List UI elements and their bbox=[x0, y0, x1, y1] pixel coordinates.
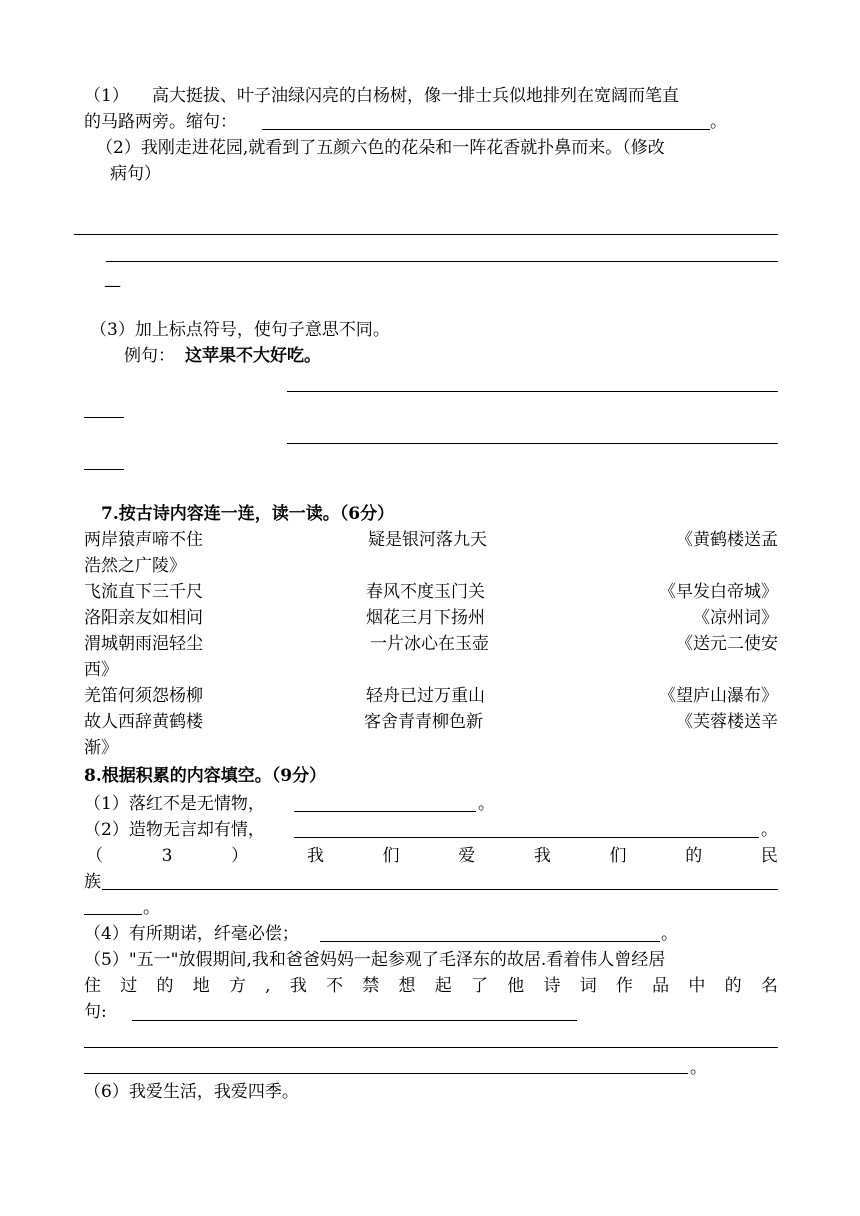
q8-p5-char: 方 bbox=[228, 976, 246, 996]
q7-heading: 7.按古诗内容连一连，读一读。（6分） bbox=[101, 504, 395, 524]
q8-p1-answer-line[interactable] bbox=[294, 811, 476, 812]
q7-right-6-wrap: 渐》 bbox=[84, 738, 118, 758]
q8-p5-char: 过 bbox=[120, 976, 138, 996]
q8-p5-line1: （5）"五一"放假期间,我和爸爸妈妈一起参观了毛泽东的故居.看着伟人曾经居 bbox=[84, 950, 666, 970]
q6-s2-line1: （2）我刚走进花园,就看到了五颜六色的花朵和一阵花香就扑鼻而来。（修改 bbox=[96, 138, 665, 158]
q8-p5-answer-line-1[interactable] bbox=[132, 1020, 577, 1021]
q8-p3-char: 们 bbox=[382, 846, 400, 866]
q6-s1-line2: 的马路两旁。缩句： bbox=[84, 112, 237, 132]
q8-p5-char: 的 bbox=[156, 976, 174, 996]
q8-p5-char: 住 bbox=[84, 976, 101, 996]
q7-right-4-wrap: 西》 bbox=[84, 660, 118, 680]
q6-s3-answer-tail-2[interactable] bbox=[84, 469, 124, 470]
q6-s3-line1: （3）加上标点符号，使句子意思不同。 bbox=[90, 320, 390, 340]
q6-s2-answer-line-2[interactable] bbox=[106, 261, 778, 262]
q8-p3-char: 3 bbox=[161, 846, 173, 866]
q8-p4-answer-line[interactable] bbox=[320, 941, 660, 942]
q8-p4-end: 。 bbox=[661, 924, 678, 944]
q8-p3-char: 我 bbox=[533, 846, 551, 866]
q7-right-6[interactable]: 《芙蓉楼送辛 bbox=[676, 712, 778, 732]
q8-p2-answer-line[interactable] bbox=[294, 837, 759, 838]
q8-p5-char: 中 bbox=[688, 976, 706, 996]
q7-right-5[interactable]: 《望庐山瀑布》 bbox=[659, 686, 778, 706]
q8-heading: 8.根据积累的内容填空。（9分） bbox=[84, 766, 327, 786]
q8-p3-line1 bbox=[86, 846, 778, 866]
q6-s1-answer-line[interactable] bbox=[262, 129, 710, 130]
q6-s1-end: 。 bbox=[710, 112, 727, 132]
q8-p3-char: 们 bbox=[609, 846, 627, 866]
q7-middle-2[interactable]: 春风不度玉门关 bbox=[366, 582, 485, 602]
q8-p5-answer-line-3[interactable] bbox=[84, 1073, 688, 1074]
q7-middle-3[interactable]: 烟花三月下扬州 bbox=[366, 608, 485, 628]
q7-left-6[interactable]: 故人西辞黄鹤楼 bbox=[84, 712, 203, 732]
q8-p5-line3: 句: bbox=[84, 1002, 107, 1022]
q8-p3-char: ） bbox=[231, 846, 249, 866]
q6-s3-answer-tail-1[interactable] bbox=[84, 417, 124, 418]
q8-p3-answer-line-2[interactable] bbox=[84, 914, 142, 915]
q7-right-3[interactable]: 《凉州词》 bbox=[693, 608, 778, 628]
q6-s2-line2: 病句） bbox=[110, 164, 161, 184]
q7-middle-1[interactable]: 疑是银河落九天 bbox=[368, 530, 487, 550]
q7-left-5[interactable]: 羌笛何须怨杨柳 bbox=[84, 686, 203, 706]
q6-s3-answer-line-1[interactable] bbox=[287, 391, 778, 392]
q7-left-1[interactable]: 两岸猿声啼不住 bbox=[84, 530, 203, 550]
q7-left-4[interactable]: 渭城朝雨浥轻尘 bbox=[84, 634, 203, 654]
q7-middle-4[interactable]: 一片冰心在玉壶 bbox=[370, 634, 489, 654]
q7-right-4[interactable]: 《送元二使安 bbox=[676, 634, 778, 654]
q7-right-1-wrap: 浩然之广陵》 bbox=[84, 556, 186, 576]
q8-p5-char: 他 bbox=[507, 976, 525, 996]
q8-p3-char: 民 bbox=[760, 846, 778, 866]
q8-p5-line2 bbox=[84, 976, 778, 996]
q8-p3-answer-line-1[interactable] bbox=[102, 889, 778, 890]
q8-p1: （1）落红不是无情物， bbox=[84, 794, 265, 814]
q6-s3-example-label: 例句： bbox=[124, 346, 175, 366]
q6-s1-number: （1） bbox=[84, 86, 129, 106]
q8-p5-char: 禁 bbox=[362, 976, 380, 996]
q6-s3-example: 这苹果不大好吃。 bbox=[185, 346, 321, 366]
q8-p5-char: 起 bbox=[434, 976, 452, 996]
q7-middle-5[interactable]: 轻舟已过万重山 bbox=[366, 686, 485, 706]
q6-s1-line1: 高大挺拔、叶子油绿闪亮的白杨树，像一排士兵似地排列在宽阔而笔直 bbox=[152, 86, 679, 106]
q8-p5-answer-line-2[interactable] bbox=[84, 1047, 778, 1048]
q8-p2-end: 。 bbox=[761, 820, 778, 840]
q8-p3-char: （ bbox=[86, 846, 103, 866]
q7-left-3[interactable]: 洛阳亲友如相问 bbox=[84, 608, 203, 628]
q8-p5-char: 名 bbox=[760, 976, 778, 996]
q6-s2-dash: — bbox=[104, 276, 121, 296]
q8-p5-char: 诗 bbox=[543, 976, 561, 996]
q8-p3-char: 的 bbox=[685, 846, 703, 866]
q6-s2-answer-line-1[interactable] bbox=[74, 234, 778, 235]
q8-p5-char: 地 bbox=[192, 976, 210, 996]
q8-p3-line2: 族 bbox=[84, 872, 101, 892]
q8-p5-char: , bbox=[265, 976, 271, 996]
q8-p5-char: 不 bbox=[326, 976, 344, 996]
q8-p5-char: 的 bbox=[724, 976, 742, 996]
q8-p3-char: 爱 bbox=[458, 846, 476, 866]
q8-p3-end: 。 bbox=[143, 898, 160, 918]
q8-p3-char: 我 bbox=[306, 846, 324, 866]
q6-s3-answer-line-2[interactable] bbox=[287, 443, 778, 444]
q7-right-1[interactable]: 《黄鹤楼送孟 bbox=[676, 530, 778, 550]
q8-p6: （6）我爱生活，我爱四季。 bbox=[84, 1082, 299, 1102]
q8-p5-char: 我 bbox=[289, 976, 307, 996]
q8-p2: （2）造物无言却有情， bbox=[84, 820, 265, 840]
q8-p4: （4）有所期诺，纤毫必偿； bbox=[84, 924, 299, 944]
q8-p5-char: 想 bbox=[398, 976, 416, 996]
q8-p5-char: 了 bbox=[470, 976, 488, 996]
q8-p5-char: 品 bbox=[652, 976, 670, 996]
q8-p1-end: 。 bbox=[478, 794, 495, 814]
q8-p5-end: 。 bbox=[690, 1058, 707, 1078]
q7-left-2[interactable]: 飞流直下三千尺 bbox=[84, 582, 203, 602]
q8-p5-char: 作 bbox=[615, 976, 633, 996]
q7-middle-6[interactable]: 客舍青青柳色新 bbox=[364, 712, 483, 732]
q8-p5-char: 词 bbox=[579, 976, 597, 996]
q7-right-2[interactable]: 《早发白帝城》 bbox=[659, 582, 778, 602]
